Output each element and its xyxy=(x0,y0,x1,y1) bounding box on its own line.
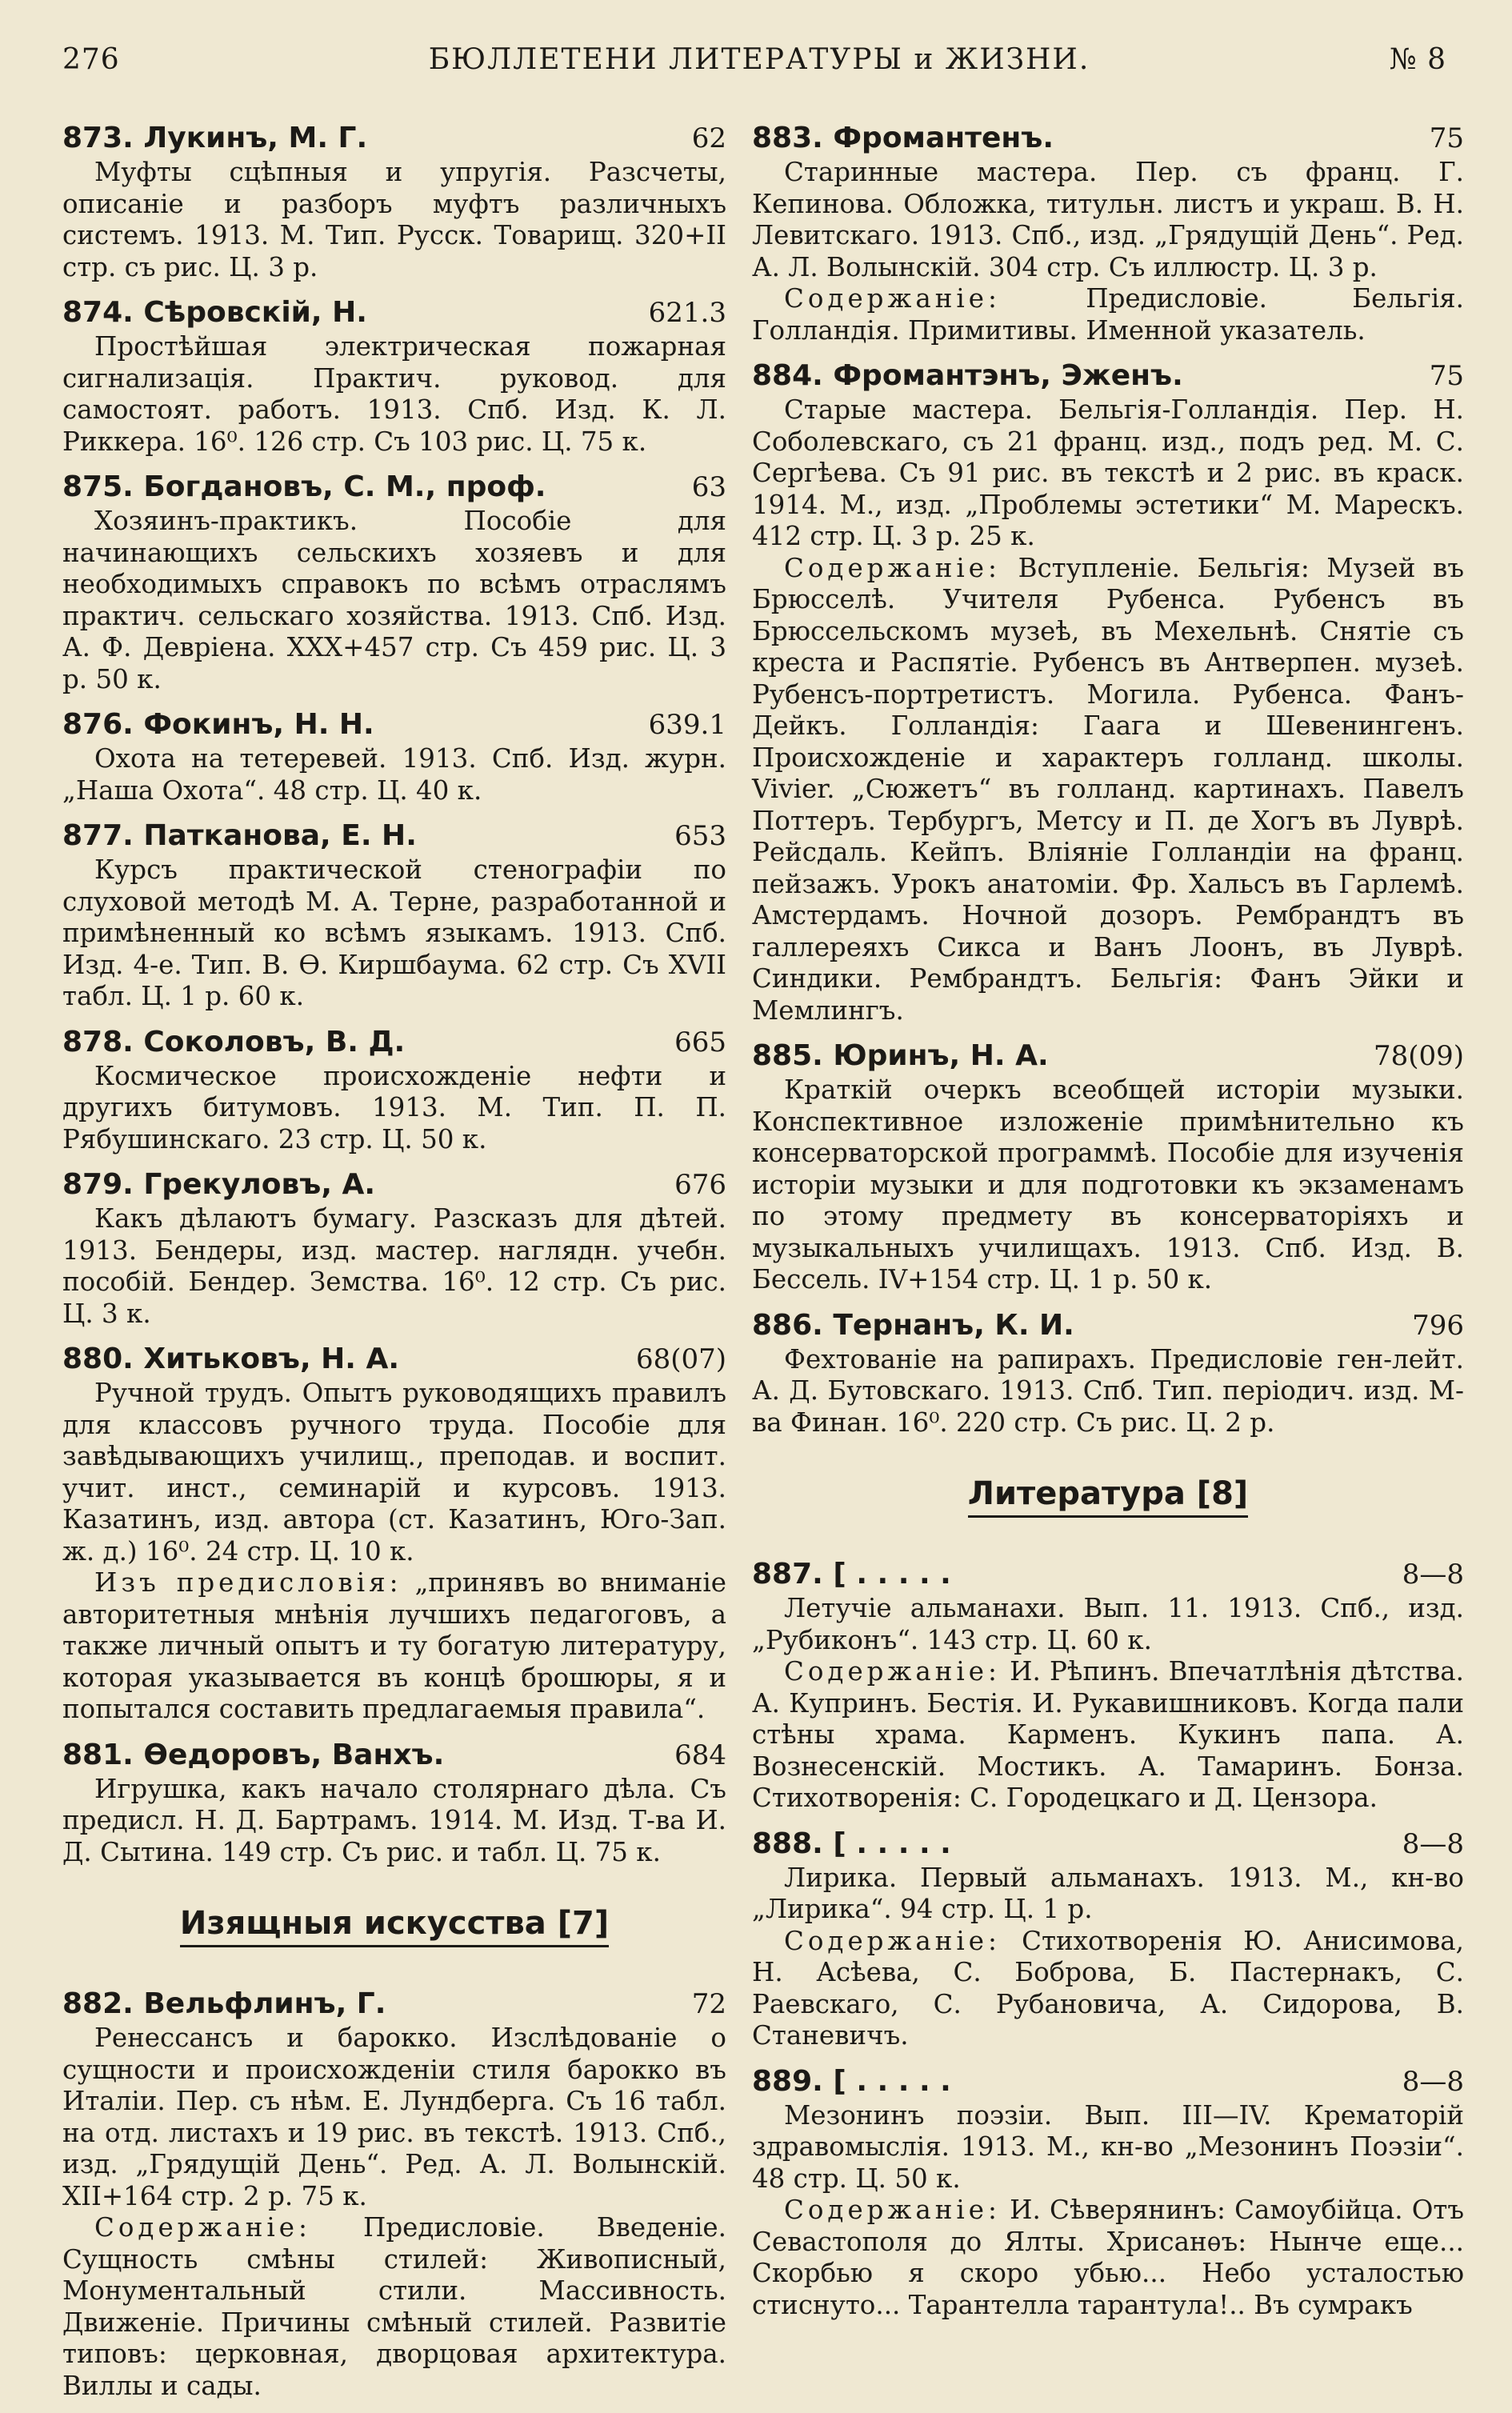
note-text: И. Рѣпинъ. Впечатлѣнія дѣтства. А. Купринъ. Бестія. И. Рукавишниковъ. Когда пали стѣны храма. Карменъ. Кукинъ папа. А. Вознесенскій. Мостикъ. А. Тамаринъ. Бонза. Стихотворенія: С. Городецкаго и Д. Цензора. xyxy=(752,1656,1464,1813)
right-column xyxy=(752,120,1464,2332)
entry-author: 889. [ . . . . . xyxy=(752,2064,951,2098)
entry-text: Фехтованіе на рапирахъ. Предисловіе ген-лейт. А. Д. Бутовскаго. 1913. Спб. Тип. періодич. изд. М-ва Финан. 16⁰. 220 стр. Съ рис. Ц. 2 р. xyxy=(752,1343,1464,1438)
entry-author: 880. Хитьковъ, Н. А. xyxy=(62,1343,400,1375)
section-heading-literature: Литература [8] xyxy=(752,1475,1464,1518)
note-text: Предисловіе. Бельгія. Голландія. Примитивы. Именной указатель. xyxy=(752,283,1464,346)
entry-text: Лирика. Первый альманахъ. 1913. М., кн-во „Лирика“. 94 стр. Ц. 1 р. xyxy=(752,1862,1464,1924)
entry-class: 8—8 xyxy=(1402,1559,1464,1591)
note-label: Содержаніе: xyxy=(784,1925,1001,1956)
entry-class: 653 xyxy=(674,820,726,852)
left-column xyxy=(62,120,726,2413)
entry-note xyxy=(752,2195,1464,2321)
note-text: Вступленіе. Бельгія: Музей въ Брюсселѣ. Учителя Рубенса. Рубенсъ въ Брюссельскомъ музеѣ, въ Мехельнѣ. Снятіе съ креста и Распятіе. Рубенсъ въ Антверпен. музеѣ. Рубенсъ-портретистъ. Могила. Рубенса. Фанъ-Дейкъ. Голландія: Гаага и Шевенингенъ. Происхожденіе и характеръ голланд. школы. Vivier. „Сюжетъ“ въ голланд. картинахъ. Павелъ Поттеръ. Тербургъ, Метсу и П. де Хогъ въ Луврѣ. Рейсдаль. Кейпъ. Вліяніе Голландіи на франц. пейзажъ. Урокъ анатоміи. Фр. Хальсъ въ Гарлемѣ. Амстердамъ. Ночной дозоръ. Рембрандтъ въ галлереяхъ Сикса и Ванъ Лоонъ, въ Луврѣ. Синдики. Рембрандтъ. Бельгія: Фанъ Эйки и Мемлингъ. xyxy=(752,552,1464,1026)
entry-885 xyxy=(752,1038,1464,1296)
entry-880 xyxy=(62,1341,726,1726)
entry-text: Летучіе альманахи. Вып. 11. 1913. Спб., изд. „Рубиконъ“. 143 стр. Ц. 60 к. xyxy=(752,1593,1464,1655)
entry-879 xyxy=(62,1166,726,1330)
entry-author: 877. Патканова, Е. Н. xyxy=(62,819,417,852)
entry-class: 796 xyxy=(1412,1309,1464,1342)
entry-text: Курсъ практической стенографіи по слуховой методѣ М. А. Терне, разработанной и примѣненный ко всѣмъ языкамъ. 1913. Спб. Изд. 4-е. Тип. В. Ѳ. Киршбаума. 62 стр. Съ XVII табл. Ц. 1 р. 60 к. xyxy=(62,854,726,1011)
entry-text: Мезонинъ поэзіи. Вып. III—IV. Крематорій здравомыслія. 1913. М., кн-во „Мезонинъ Поэзіи“. 48 стр. Ц. 50 к. xyxy=(752,2099,1464,2194)
entry-author: 874. Сѣровскій, Н. xyxy=(62,296,367,329)
note-label: Содержаніе: xyxy=(784,1656,1001,1687)
entry-note xyxy=(752,283,1464,346)
entry-class: 8—8 xyxy=(1402,1827,1464,1860)
entry-author: 876. Фокинъ, Н. Н. xyxy=(62,708,374,741)
issue-number: № 8 xyxy=(1389,43,1446,76)
entry-note xyxy=(752,1926,1464,2052)
section-heading-fine-arts: Изящныя искусства [7] xyxy=(62,1905,726,1947)
entry-author: 887. [ . . . . . xyxy=(752,1558,951,1591)
entry-class: 62 xyxy=(691,122,726,154)
entry-886 xyxy=(752,1307,1464,1439)
entry-882 xyxy=(62,1986,726,2402)
entry-class: 676 xyxy=(674,1169,726,1201)
page-number: 276 xyxy=(62,43,120,76)
entry-author: 883. Фромантенъ. xyxy=(752,122,1054,154)
entry-note xyxy=(62,2212,726,2402)
note-text: Предисловіе. Введеніе. Сущность смѣны стилей: Живописный, Монументальный стили. Массивность. Движеніе. Причины смѣный стилей. Развитіе типовъ: церковная, дворцовая архитектура. Виллы и сады. xyxy=(62,2212,726,2401)
note-label: Содержаніе: xyxy=(784,552,1001,583)
entry-author: 879. Грекуловъ, А. xyxy=(62,1168,376,1201)
entry-881 xyxy=(62,1737,726,1869)
entry-889 xyxy=(752,2063,1464,2322)
entry-text: Ручной трудъ. Опытъ руководящихъ правилъ для классовъ ручного труда. Пособіе для завѣдывающихъ училищ., преподав. и воспит. учит. инст., семинарій и курсовъ. 1913. Казатинъ, изд. автора (ст. Казатинъ, Юго-Зап. ж. д.) 16⁰. 24 стр. Ц. 10 к. xyxy=(62,1378,726,1567)
entry-text: Старинные мастера. Пер. съ франц. Г. Кепинова. Обложка, титульн. листъ и украш. В. Н. Левитскаго. 1913. Спб., изд. „Грядущій День“. Ред. А. Л. Волынскій. 304 стр. Съ иллюстр. Ц. 3 р. xyxy=(752,157,1464,282)
entry-note xyxy=(62,1567,726,1726)
entry-class: 621.3 xyxy=(648,297,726,329)
entry-class: 639.1 xyxy=(648,709,726,741)
entry-class: 75 xyxy=(1429,122,1464,154)
entry-author: 875. Богдановъ, С. М., проф. xyxy=(62,470,546,503)
entry-class: 665 xyxy=(674,1026,726,1058)
entry-note xyxy=(752,1656,1464,1815)
entry-class: 63 xyxy=(691,471,726,503)
entry-author: 886. Тернанъ, К. И. xyxy=(752,1308,1074,1342)
entry-text: Какъ дѣлаютъ бумагу. Разсказъ для дѣтей. 1913. Бендеры, изд. мастер. наглядн. учебн. пособій. Бендер. Земства. 16⁰. 12 стр. Съ рис. Ц. 3 к. xyxy=(62,1203,726,1329)
entry-text: Муфты сцѣпныя и упругія. Разсчеты, описаніе и разборъ муфтъ различныхъ системъ. 1913. М. Тип. Русск. Товарищ. 320+II стр. съ рис. Ц. 3 р. xyxy=(62,157,726,282)
entry-text: Игрушка, какъ начало столярнаго дѣла. Съ предисл. Н. Д. Бартрамъ. 1914. М. Изд. Т-ва И. Д. Сытина. 149 стр. Съ рис. и табл. Ц. 75 к. xyxy=(62,1773,726,1867)
entry-884 xyxy=(752,358,1464,1026)
note-label: Содержаніе: xyxy=(94,2212,311,2243)
entry-873 xyxy=(62,120,726,283)
entry-877 xyxy=(62,818,726,1013)
entry-class: 72 xyxy=(691,1988,726,2020)
entry-text: Хозяинъ-практикъ. Пособіе для начинающихъ сельскихъ хозяевъ и для необходимыхъ справокъ по всѣмъ отраслямъ практич. сельскаго хозяйства. 1913. Спб. Изд. А. Ф. Девріена. XXX+457 стр. Съ 459 рис. Ц. 3 р. 50 к. xyxy=(62,506,726,694)
entry-text: Космическое происхожденіе нефти и другихъ битумовъ. 1913. М. Тип. П. П. Рябушинскаго. 23 стр. Ц. 50 к. xyxy=(62,1060,726,1154)
entry-874 xyxy=(62,294,726,458)
entry-883 xyxy=(752,120,1464,346)
entry-text: Простѣйшая электрическая пожарная сигнализація. Практич. руковод. для самостоят. работъ. 1913. Спб. Изд. К. Л. Риккера. 16⁰. 126 стр. Съ 103 рис. Ц. 75 к. xyxy=(62,331,726,457)
entry-text: Старые мастера. Бельгія-Голландія. Пер. Н. Соболевскаго, съ 21 франц. изд., подъ ред. М. С. Сергѣева. Съ 91 рис. въ текстѣ и 2 рис. въ краск. 1914. М., изд. „Проблемы эстетики“ М. Марескъ. 412 стр. Ц. 3 р. 25 к. xyxy=(752,394,1464,551)
entry-author: 881. Ѳедоровъ, Ванхъ. xyxy=(62,1738,445,1771)
entry-888 xyxy=(752,1826,1464,2052)
running-title: БЮЛЛЕТЕНИ ЛИТЕРАТУРЫ и ЖИЗНИ. xyxy=(428,43,1090,76)
entry-author: 888. [ . . . . . xyxy=(752,1827,951,1860)
entry-author: 882. Вельфлинъ, Г. xyxy=(62,1987,386,2020)
entry-class: 75 xyxy=(1429,360,1464,392)
note-label: Содержаніе: xyxy=(784,283,1001,314)
entry-text: Охота на тетеревей. 1913. Спб. Изд. журн. „Наша Охота“. 48 стр. Ц. 40 к. xyxy=(62,743,726,806)
note-text: Стихотворенія Ю. Анисимова, Н. Асѣева, С. Боброва, Б. Пастернакъ, С. Раевскаго, С. Рубановича, А. Сидорова, В. Станевичъ. xyxy=(752,1925,1464,2051)
entry-class: 78(09) xyxy=(1373,1040,1464,1072)
entry-class: 68(07) xyxy=(635,1343,726,1375)
entry-878 xyxy=(62,1024,726,1156)
note-label: Содержаніе: xyxy=(784,2195,1001,2225)
note-text: „принявъ во вниманіе авторитетныя мнѣнія лучшихъ педагоговъ, а также личный опытъ и ту богатую литературу, которая указывается въ концѣ брошюры, я и попытался составить предлагаемыя правила“. xyxy=(62,1567,726,1724)
entry-author: 884. Фромантэнъ, Эженъ. xyxy=(752,359,1183,392)
page-header xyxy=(62,38,1456,94)
entry-author: 873. Лукинъ, М. Г. xyxy=(62,122,368,154)
note-text: И. Сѣверянинъ: Самоубійца. Отъ Севастополя до Ялты. Хрисанѳъ: Нынче еще... Скорбью я скоро убью... Небо усталостью стиснуто... Тарантелла тарантула!.. Въ сумракъ xyxy=(752,2195,1464,2320)
entry-875 xyxy=(62,469,726,695)
note-label: Изъ предисловія: xyxy=(94,1567,402,1598)
entry-class: 8—8 xyxy=(1402,2065,1464,2098)
entry-text: Ренессансъ и барокко. Изслѣдованіе о сущности и происхожденіи стиля барокко въ Италіи. Пер. съ нѣм. Е. Лундберга. Съ 16 табл. на отд. листахъ и 19 рис. въ текстѣ. 1913. Спб., изд. „Грядущій День“. Ред. А. Л. Волынскій. XII+164 стр. 2 р. 75 к. xyxy=(62,2023,726,2211)
entry-text: Краткій очеркъ всеобщей исторіи музыки. Конспективное изложеніе примѣнительно къ консерваторской программѣ. Пособіе для изученія исторіи музыки и для подготовки къ экзаменамъ по этому предмету въ консерваторіяхъ и музыкальныхъ училищахъ. 1913. Спб. Изд. В. Бессель. IV+154 стр. Ц. 1 р. 50 к. xyxy=(752,1074,1464,1295)
entry-887 xyxy=(752,1556,1464,1815)
entry-class: 684 xyxy=(674,1739,726,1771)
entry-note xyxy=(752,553,1464,1027)
entry-876 xyxy=(62,706,726,806)
entry-author: 878. Соколовъ, В. Д. xyxy=(62,1025,406,1058)
entry-author: 885. Юринъ, Н. А. xyxy=(752,1039,1049,1072)
